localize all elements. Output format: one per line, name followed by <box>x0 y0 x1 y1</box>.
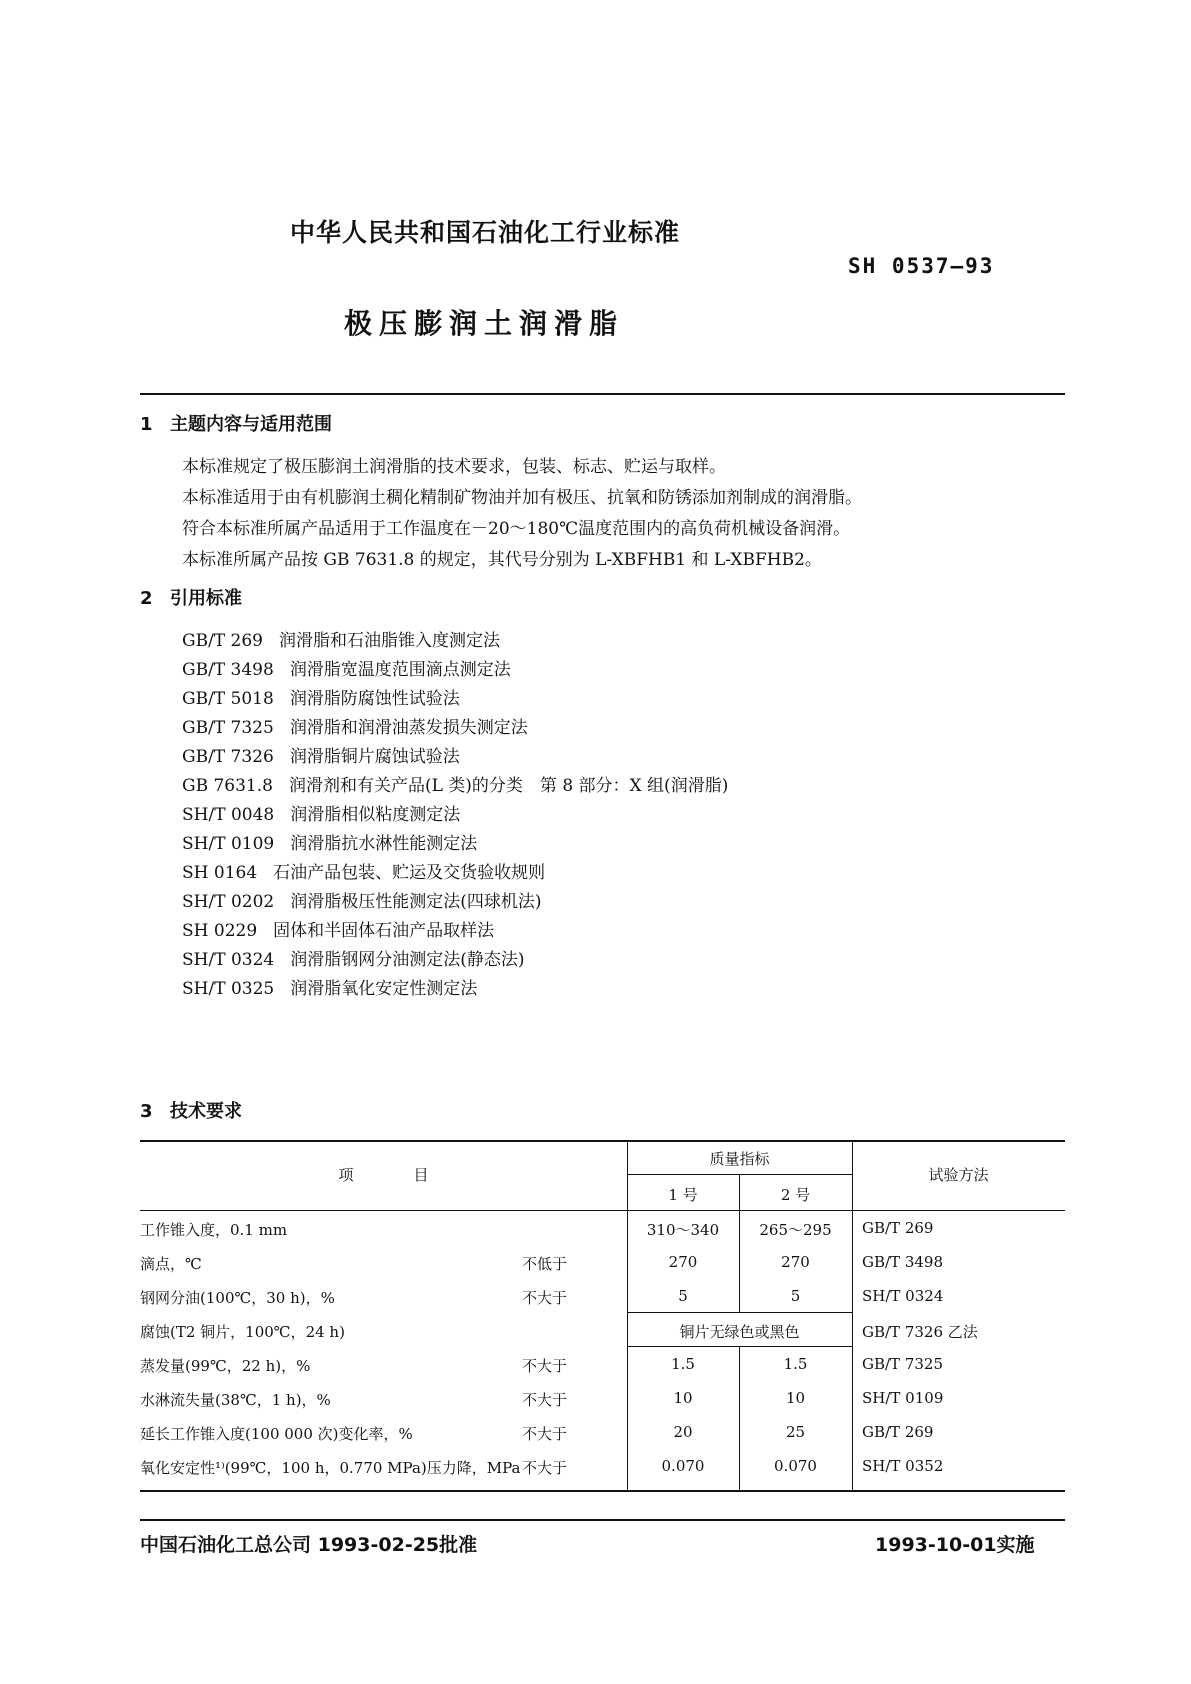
reference-name: 固体和半固体石油产品取样法 <box>273 921 495 941</box>
reference-item <box>182 945 524 970</box>
reference-name: 石油产品包装、贮运及交货验收规则 <box>273 863 546 883</box>
reference-name: 润滑脂钢网分油测定法(静态法) <box>290 950 525 970</box>
reference-code: SH 0229 <box>182 921 258 941</box>
row-item: 工作锥入度，0.1 mm <box>140 1221 288 1239</box>
section-number: 2 <box>140 588 153 609</box>
reference-item <box>182 626 500 651</box>
reference-item <box>182 771 728 796</box>
reference-item <box>182 800 460 825</box>
reference-code: SH/T 0048 <box>182 805 275 825</box>
row-grade-1: 270 <box>668 1253 698 1271</box>
row-grade-2: 10 <box>785 1389 806 1407</box>
row-limit: 不大于 <box>522 1459 568 1477</box>
section-1-para-4: 本标准所属产品按 GB 7631.8 的规定，其代号分别为 L-XBFHB1 和 L-XBFHB2。 <box>182 550 822 570</box>
section-1-para-1: 本标准规定了极压膨润土润滑脂的技术要求，包装、标志、贮运与取样。 <box>182 457 726 477</box>
reference-name: 润滑脂防腐蚀性试验法 <box>289 689 460 709</box>
section-title: 引用标准 <box>170 588 242 609</box>
row-item: 钢网分油(100℃，30 h)，% <box>140 1289 335 1307</box>
reference-code: GB/T 5018 <box>182 689 274 709</box>
footer-rule <box>140 1519 1065 1521</box>
reference-name: 润滑脂极压性能测定法(四球机法) <box>290 892 542 912</box>
header-grade-1: 1 号 <box>668 1186 698 1204</box>
standard-agency: 中华人民共和国石油化工行业标准 <box>290 218 681 247</box>
reference-item <box>182 742 460 767</box>
row-grade-2: 265～295 <box>759 1221 832 1239</box>
reference-code: GB/T 269 <box>182 631 263 651</box>
table-rule <box>627 1346 852 1347</box>
row-grade-2: 25 <box>785 1423 806 1441</box>
reference-code: GB/T 7325 <box>182 718 274 738</box>
reference-item <box>182 974 477 999</box>
row-item: 水淋流失量(38℃，1 h)，% <box>140 1391 331 1409</box>
row-item: 滴点，℃ <box>140 1255 202 1273</box>
header-grade-2: 2 号 <box>780 1186 811 1204</box>
reference-item <box>182 858 545 883</box>
reference-name: 润滑脂抗水淋性能测定法 <box>290 834 478 854</box>
row-grade-1: 1.5 <box>671 1355 695 1373</box>
row-grade-2: 270 <box>781 1253 810 1271</box>
row-grade-1: 310～340 <box>646 1221 720 1239</box>
row-method: SH/T 0352 <box>862 1457 944 1475</box>
implementation-date: 1993-10-01实施 <box>875 1534 1035 1556</box>
section-2-heading <box>140 584 242 610</box>
table-rule <box>140 1490 1065 1492</box>
section-number: 3 <box>140 1101 153 1122</box>
row-grade-1: 20 <box>673 1423 693 1441</box>
reference-name: 润滑脂相似粘度测定法 <box>290 805 461 825</box>
table-rule <box>852 1140 853 1492</box>
reference-item <box>182 684 460 709</box>
row-method: GB/T 269 <box>862 1219 934 1237</box>
approval-line: 中国石油化工总公司 1993-02-25批准 <box>140 1534 478 1556</box>
reference-code: SH/T 0325 <box>182 979 275 999</box>
row-method: GB/T 269 <box>862 1423 934 1441</box>
row-method: GB/T 7326 乙法 <box>862 1323 978 1341</box>
reference-code: SH/T 0202 <box>182 892 275 912</box>
row-grade-2: 1.5 <box>783 1355 808 1373</box>
row-limit: 不大于 <box>522 1357 568 1375</box>
row-method: GB/T 3498 <box>862 1253 944 1271</box>
reference-code: SH 0164 <box>182 863 258 883</box>
section-1-para-2: 本标准适用于由有机膨润土稠化精制矿物油并加有极压、抗氧和防锈添加剂制成的润滑脂。 <box>182 488 862 508</box>
header-quality: 质量指标 <box>709 1150 770 1168</box>
row-method: SH/T 0109 <box>862 1389 944 1407</box>
header-method: 试验方法 <box>928 1166 989 1184</box>
reference-name: 润滑脂氧化安定性测定法 <box>290 979 478 999</box>
row-item: 延长工作锥入度(100 000 次)变化率，% <box>140 1425 413 1443</box>
row-limit: 不大于 <box>522 1425 568 1443</box>
reference-name: 润滑脂和润滑油蒸发损失测定法 <box>289 718 528 738</box>
reference-name: 润滑剂和有关产品(L 类)的分类 第 8 部分：X 组(润滑脂) <box>288 776 729 796</box>
reference-name: 润滑脂宽温度范围滴点测定法 <box>289 660 511 680</box>
row-item: 蒸发量(99℃，22 h)，% <box>140 1357 311 1375</box>
technical-requirements-table <box>140 1140 1065 1492</box>
header-item: 项 目 <box>338 1166 429 1184</box>
standard-code: SH 0537—93 <box>848 254 995 278</box>
reference-item <box>182 655 511 680</box>
header-rule <box>140 393 1065 395</box>
row-grade-2: 0.070 <box>774 1457 817 1475</box>
document-title: 极压膨润土润滑脂 <box>344 307 625 340</box>
row-merged-value: 铜片无绿色或黑色 <box>679 1323 800 1341</box>
section-3-heading <box>140 1097 242 1123</box>
section-1-para-3: 符合本标准所属产品适用于工作温度在－20～180℃温度范围内的高负荷机械设备润滑。 <box>182 519 851 539</box>
row-item: 腐蚀(T2 铜片，100℃，24 h) <box>140 1323 345 1341</box>
row-method: GB/T 7325 <box>862 1355 944 1373</box>
row-grade-2: 5 <box>790 1287 801 1305</box>
section-number: 1 <box>140 414 153 435</box>
row-method: SH/T 0324 <box>862 1287 944 1305</box>
section-title: 技术要求 <box>170 1101 242 1122</box>
table-rule <box>627 1312 852 1313</box>
table-rule <box>140 1210 1065 1211</box>
reference-name: 润滑脂铜片腐蚀试验法 <box>289 747 460 767</box>
row-grade-1: 5 <box>678 1287 688 1305</box>
section-1-heading <box>140 410 332 436</box>
reference-item <box>182 916 494 941</box>
reference-item <box>182 713 528 738</box>
reference-code: GB/T 7326 <box>182 747 274 767</box>
section-title: 主题内容与适用范围 <box>170 414 332 435</box>
row-grade-1: 0.070 <box>661 1457 705 1475</box>
reference-code: SH/T 0109 <box>182 834 275 854</box>
row-limit: 不大于 <box>522 1289 568 1307</box>
reference-code: GB/T 3498 <box>182 660 274 680</box>
reference-item <box>182 887 541 912</box>
row-grade-1: 10 <box>673 1389 693 1407</box>
reference-code: GB 7631.8 <box>182 776 273 796</box>
row-item: 氧化安定性¹⁾(99℃，100 h，0.770 MPa)压力降，MPa <box>140 1459 521 1477</box>
reference-item <box>182 829 477 854</box>
table-rule <box>140 1140 1065 1142</box>
reference-name: 润滑脂和石油脂锥入度测定法 <box>279 631 500 651</box>
reference-code: SH/T 0324 <box>182 950 275 970</box>
row-limit: 不大于 <box>522 1391 568 1409</box>
row-limit: 不低于 <box>522 1255 568 1273</box>
